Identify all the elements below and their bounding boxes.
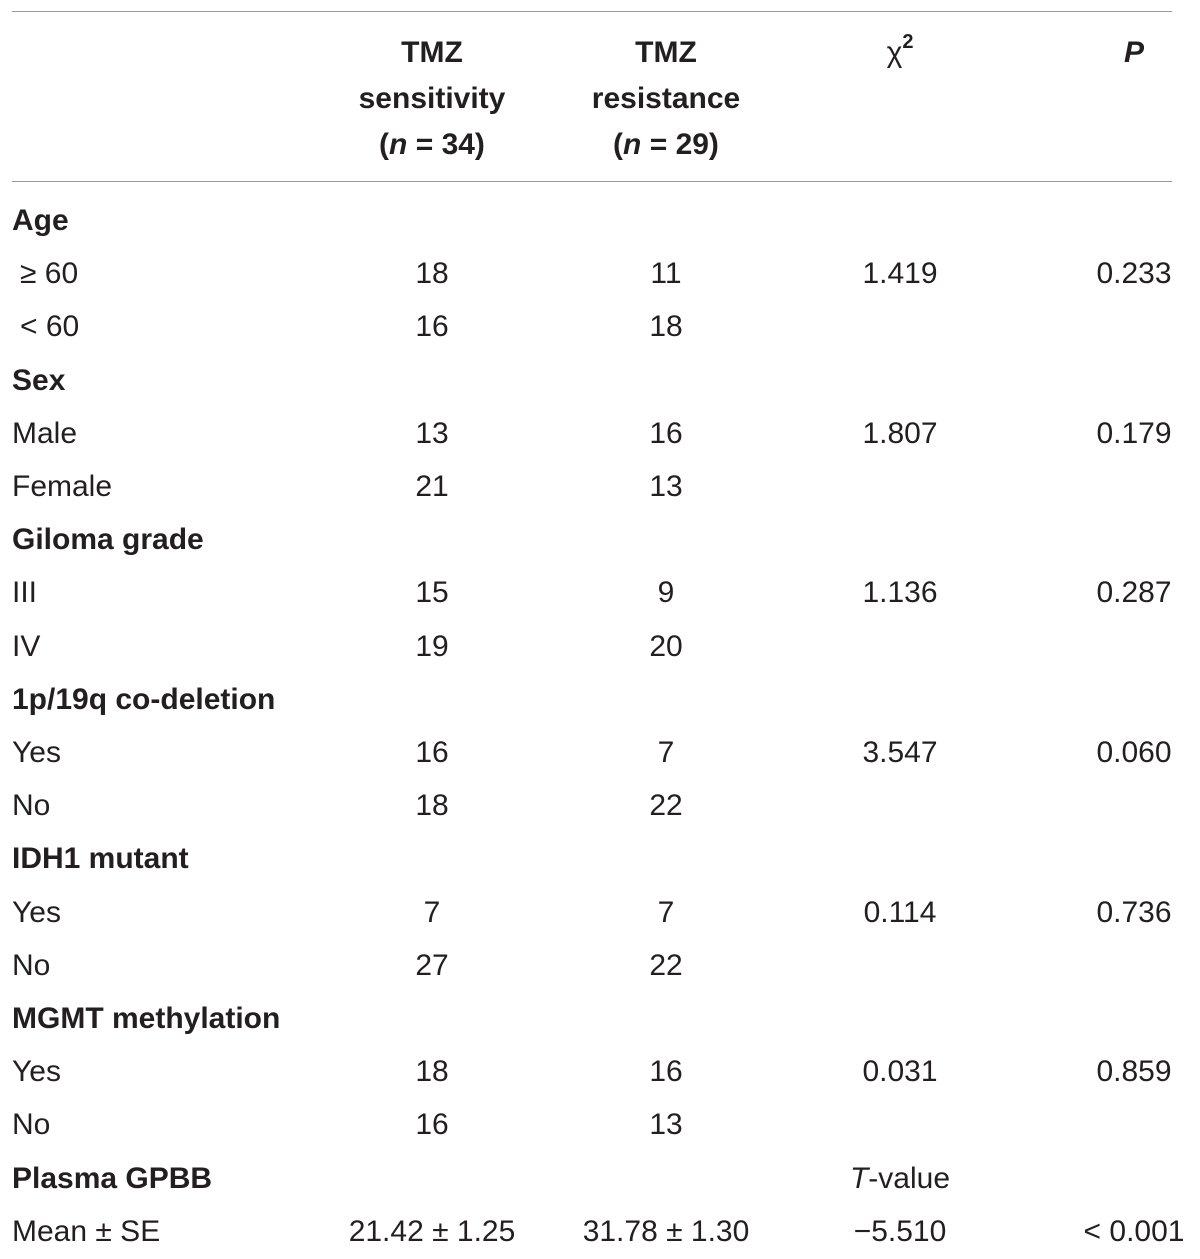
cell-col1: 16 <box>415 310 449 344</box>
header-chi-square <box>850 30 950 76</box>
cell-col3-tvalue-label <box>800 1152 1000 1205</box>
cell-col3: 0.031 <box>862 1055 938 1089</box>
cell-col3: 1.807 <box>862 416 938 450</box>
header-n-italic: n <box>389 128 408 161</box>
cell-col4: 0.179 <box>1096 416 1172 450</box>
row-label: Yes <box>12 736 61 769</box>
table-row <box>0 1098 1200 1151</box>
row-label: Mean ± SE <box>12 1214 161 1248</box>
row-group-label: Age <box>12 204 69 237</box>
cell-col3: 3.547 <box>862 736 938 769</box>
row-group-label: MGMT methylation <box>12 1002 281 1035</box>
cell-col2: 11 <box>650 257 682 291</box>
row-group-label: Sex <box>12 363 66 397</box>
cell-col1: 13 <box>415 416 449 450</box>
table-row <box>0 407 1200 460</box>
cell-col1: 18 <box>415 257 449 291</box>
cell-col1: 16 <box>415 736 449 769</box>
table-row <box>0 779 1200 832</box>
cell-col2: 13 <box>649 470 683 503</box>
row-label: Male <box>12 416 78 450</box>
cell-col1: 21 <box>415 470 449 503</box>
cell-col2: 22 <box>649 948 683 982</box>
cell-col1: 18 <box>415 1055 449 1089</box>
cell-col3: 0.114 <box>863 895 937 929</box>
cell-col2: 31.78 ± 1.30 <box>582 1214 750 1248</box>
cell-col4: 0.736 <box>1096 895 1172 929</box>
tvalue-suffix: -value <box>868 1161 951 1195</box>
cell-col1: 18 <box>415 789 449 823</box>
table-row <box>0 300 1200 353</box>
header-tmz-resistance <box>566 30 766 168</box>
cell-col1: 27 <box>415 948 449 982</box>
table-row <box>0 939 1200 992</box>
table-row <box>0 247 1200 300</box>
table-header-rule <box>12 181 1172 182</box>
table-row <box>0 886 1200 939</box>
cell-col4: 0.859 <box>1096 1055 1172 1089</box>
cell-col3: −5.510 <box>853 1214 947 1248</box>
row-label: < 60 <box>20 310 80 344</box>
cell-col3: 1.136 <box>862 576 938 610</box>
row-group-label: Plasma GPBB <box>12 1161 213 1195</box>
row-label: III <box>12 576 38 610</box>
cell-col2: 16 <box>649 1055 683 1089</box>
row-label: No <box>12 789 51 823</box>
table-row <box>0 620 1200 673</box>
cell-col4: 0.233 <box>1096 257 1172 291</box>
table-row <box>0 513 1200 566</box>
cell-col2: 16 <box>649 416 683 450</box>
header-chi-superscript: 2 <box>902 31 914 53</box>
header-col2-line2: resistance <box>591 82 741 115</box>
row-label: Yes <box>12 1055 61 1089</box>
cell-col2: 7 <box>657 736 675 769</box>
row-label: No <box>12 948 51 982</box>
table-top-rule <box>12 11 1172 12</box>
tvalue-italic-t: T <box>849 1161 869 1195</box>
cell-col1: 16 <box>415 1108 449 1142</box>
row-label: ≥ 60 <box>20 257 79 291</box>
header-tmz-sensitivity <box>332 30 532 168</box>
cell-col2: 22 <box>649 789 683 823</box>
header-col1-line3: (n = 34) <box>379 128 485 161</box>
row-group-label: IDH1 mutant <box>12 842 189 876</box>
header-n-italic: n <box>623 128 642 161</box>
header-col1-line1: TMZ <box>401 36 463 69</box>
table-row <box>0 992 1200 1045</box>
row-group-label: Giloma grade <box>12 523 204 557</box>
table-row <box>0 460 1200 513</box>
table-row <box>0 354 1200 407</box>
cell-col2: 13 <box>649 1108 683 1142</box>
table-row <box>0 673 1200 726</box>
header-col1-line2: sensitivity <box>358 82 506 115</box>
header-col2-line1: TMZ <box>635 36 697 69</box>
header-p-value: P <box>1123 36 1144 69</box>
cell-col1: 7 <box>423 895 441 929</box>
cell-col2: 7 <box>657 895 675 929</box>
table-row <box>0 1152 1200 1205</box>
table-row <box>0 194 1200 247</box>
cell-col2: 18 <box>649 310 683 344</box>
table-row <box>0 726 1200 779</box>
cell-col4: < 0.001 <box>1083 1214 1185 1248</box>
cell-col4: 0.060 <box>1096 736 1172 769</box>
cell-col3: 1.419 <box>862 257 938 291</box>
table-row <box>0 1045 1200 1098</box>
row-label: Yes <box>12 895 61 929</box>
row-group-label: 1p/19q co-deletion <box>12 682 276 716</box>
cell-col1: 15 <box>415 576 449 610</box>
cell-col1: 19 <box>415 629 449 663</box>
cell-col2: 9 <box>657 576 675 610</box>
table-row <box>0 1205 1200 1258</box>
row-label: No <box>12 1108 51 1142</box>
table-row <box>0 566 1200 619</box>
cell-col2: 20 <box>649 629 683 663</box>
cell-col1: 21.42 ± 1.25 <box>348 1214 516 1248</box>
header-chi-symbol: χ <box>886 36 903 69</box>
table-row <box>0 832 1200 885</box>
row-label: Female <box>12 470 113 503</box>
row-label: IV <box>12 629 41 663</box>
header-col2-line3: (n = 29) <box>613 128 719 161</box>
cell-col4: 0.287 <box>1096 576 1172 610</box>
